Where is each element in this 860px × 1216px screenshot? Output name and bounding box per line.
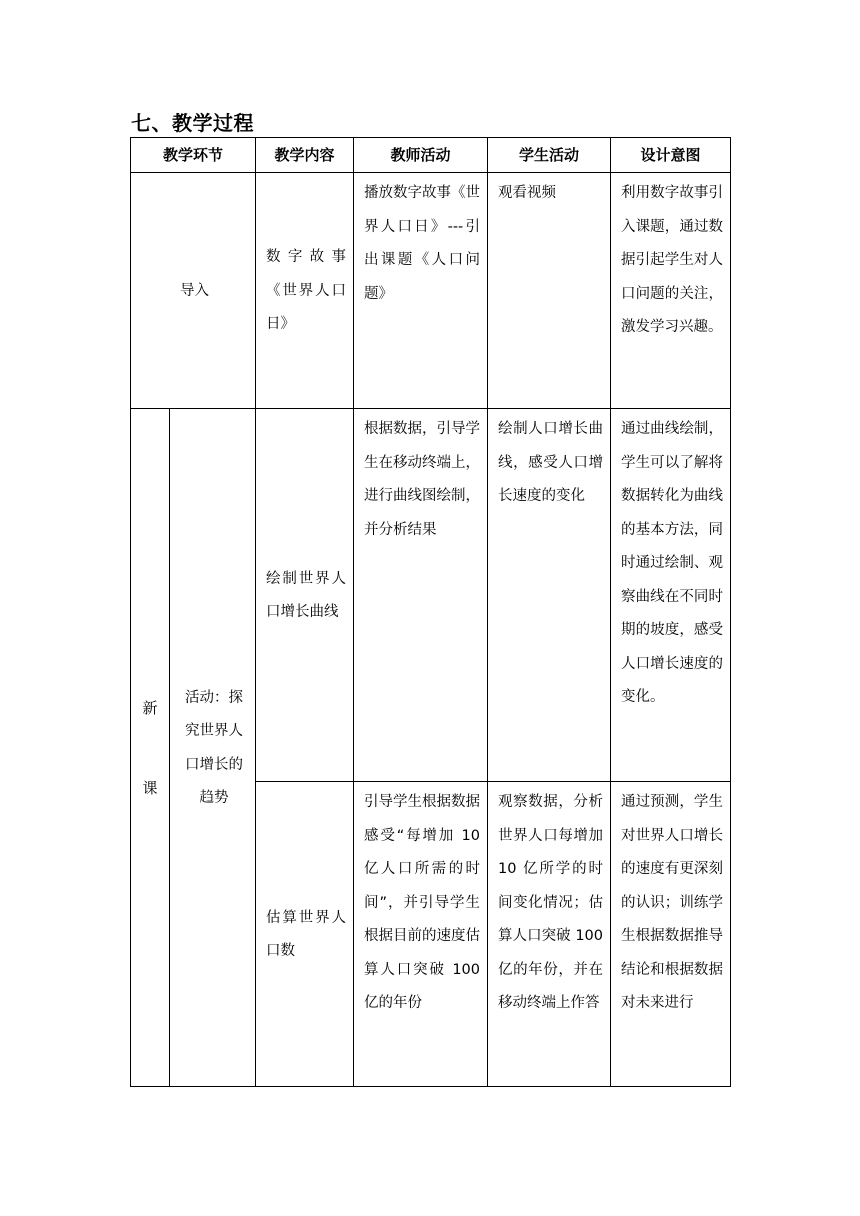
header-teacher: 教师活动 <box>354 138 488 173</box>
activity-cell <box>170 409 256 1087</box>
row1-student: 绘制人口增长曲线，感受人口增长速度的变化 <box>498 421 604 504</box>
table-row-new-1 <box>131 409 731 782</box>
row1-teacher-cell <box>354 409 488 782</box>
new-lesson-stage <box>131 668 169 828</box>
section-title: 七、教学过程 <box>131 111 254 135</box>
row2-teacher: 引导学生根据数据感受“每增加 10 亿人口所需的时间”，并引导学生根据目前的速度估算人口突破 100 亿的年份 <box>364 794 481 1011</box>
intro-stage: 导入 <box>180 282 209 299</box>
teaching-process-table <box>130 137 731 1087</box>
intro-student: 观看视频 <box>498 185 557 201</box>
header-row <box>131 138 731 173</box>
row1-content-cell <box>256 409 354 782</box>
intro-teacher-cell <box>354 173 488 409</box>
intro-teacher: 播放数字故事《世界人口日》---引出课题《人口问题》 <box>364 185 481 302</box>
row1-teacher: 根据数据，引导学生在移动终端上，进行曲线图绘制，并分析结果 <box>364 421 481 538</box>
row2-teacher-cell <box>354 782 488 1087</box>
table-row-intro <box>131 173 731 409</box>
header-intent: 设计意图 <box>611 138 731 173</box>
intro-student-cell <box>488 173 611 409</box>
stage-char-1: 新 <box>142 698 158 717</box>
row2-content-cell <box>256 782 354 1087</box>
row1-student-cell <box>488 409 611 782</box>
intro-content: 数字故事《世界人口日》 <box>266 249 347 333</box>
header-stage: 教学环节 <box>131 138 256 173</box>
new-lesson-stage-cell <box>131 409 170 1087</box>
row1-intent: 通过曲线绘制，学生可以了解将数据转化为曲线的基本方法，同时通过绘制、观察曲线在不同时期的坡度，感受人口增长速度的变化。 <box>621 421 724 705</box>
row1-intent-cell <box>611 409 731 782</box>
header-content: 教学内容 <box>256 138 354 173</box>
header-student: 学生活动 <box>488 138 611 173</box>
intro-intent-cell <box>611 173 731 409</box>
row2-intent-cell <box>611 782 731 1087</box>
intro-intent: 利用数字故事引入课题，通过数据引起学生对人口问题的关注，激发学习兴趣。 <box>621 185 724 335</box>
stage-char-2: 课 <box>142 778 158 797</box>
row1-content: 绘制世界人口增长曲线 <box>266 570 347 620</box>
intro-content-cell <box>256 173 354 409</box>
row2-student-cell <box>488 782 611 1087</box>
row2-intent: 通过预测，学生对世界人口增长的速度有更深刻的认识；训练学生根据数据推导结论和根据数据对未来进行 <box>621 794 724 1011</box>
intro-stage-cell <box>131 173 256 409</box>
activity-label: 活动：探究世界人口增长的趋势 <box>185 689 243 806</box>
row2-content: 估算世界人口数 <box>266 909 347 959</box>
row2-student: 观察数据，分析世界人口每增加 10 亿所学的时间变化情况；估算人口突破 100 亿的年份，并在移动终端上作答 <box>498 794 604 1011</box>
